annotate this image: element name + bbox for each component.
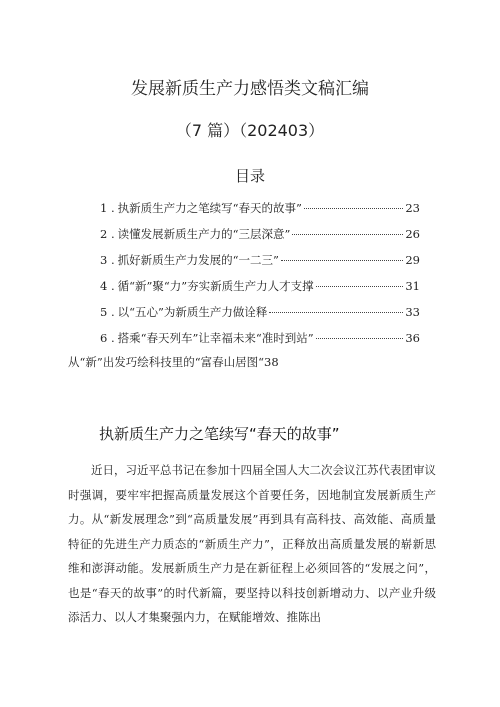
- toc-leader-dots: [292, 234, 403, 235]
- toc-item[interactable]: [100, 330, 420, 356]
- toc-item[interactable]: [100, 252, 420, 278]
- toc-leader-dots: [269, 312, 403, 313]
- toc-item-page: 36: [405, 331, 420, 345]
- toc-item-number: 4 .: [100, 279, 115, 293]
- toc-item[interactable]: [100, 304, 420, 330]
- body-paragraph: 近日，习近平总书记在参加十四届全国人大二次会议江苏代表团审议时强调，要牢牢把握高质量发展这个首要任务，因地制宜发展新质生产力。从“新发展理念”到“高质量发展”再到具有高科技、高效能、高质量特征的先进生产力质态的“新质生产力”，正释放出高质量发展的崭新思维和澎湃动能。发展新质生产力是在新征程上必须回答的“发展之问”，也是“春天的故事”的时代新篇，要坚持以科技创新增动力、以产业升级添活力、以人才集聚强内力，在赋能增效、推陈出: [68, 463, 436, 624]
- toc-leader-dots: [316, 338, 404, 339]
- toc-item-title: 搭乘“春天列车”让幸福未来“准时到站”: [117, 331, 314, 345]
- toc-item-page: 33: [405, 305, 420, 319]
- toc-item-title: 循“新”聚“力”夯实新质生产力人才支撑: [117, 279, 314, 293]
- toc-item[interactable]: [100, 200, 420, 226]
- section-body: [68, 458, 436, 630]
- toc-item-page: 23: [405, 201, 420, 215]
- toc-item-number: 5 .: [100, 305, 115, 319]
- document-title: 发展新质生产力感悟类文稿汇编: [131, 79, 369, 99]
- toc-item-7[interactable]: 从“新”出发巧绘科技里的“富春山居图“38: [68, 355, 279, 369]
- toc-item-title: 以“五心”为新质生产力做诠释: [117, 305, 268, 319]
- toc-item-title: 执新质生产力之笔续写“春天的故事”: [117, 201, 302, 215]
- toc-item-page: 31: [405, 279, 420, 293]
- toc-item-page: 26: [405, 227, 420, 241]
- toc-heading: 目录: [234, 167, 265, 185]
- toc-item-title: 读懂发展新质生产力的“三层深意”: [117, 227, 291, 241]
- toc-leader-dots: [316, 286, 404, 287]
- toc-item[interactable]: [100, 278, 420, 304]
- toc-item-number: 2 .: [100, 227, 115, 241]
- toc-item-number: 3 .: [100, 253, 115, 267]
- toc-leader-dots: [281, 260, 403, 261]
- toc-item-page: 29: [405, 253, 420, 267]
- section-title: 执新质生产力之笔续写“春天的故事”: [99, 425, 340, 443]
- toc-item-title: 抓好新质生产力发展的“一二三”: [117, 253, 279, 267]
- toc-item[interactable]: [100, 226, 420, 252]
- table-of-contents: [100, 200, 420, 356]
- toc-item-number: 1 .: [100, 201, 115, 215]
- toc-item-number: 6 .: [100, 331, 115, 345]
- document-subtitle: （7 篇）（202403）: [175, 121, 325, 140]
- toc-leader-dots: [304, 208, 403, 209]
